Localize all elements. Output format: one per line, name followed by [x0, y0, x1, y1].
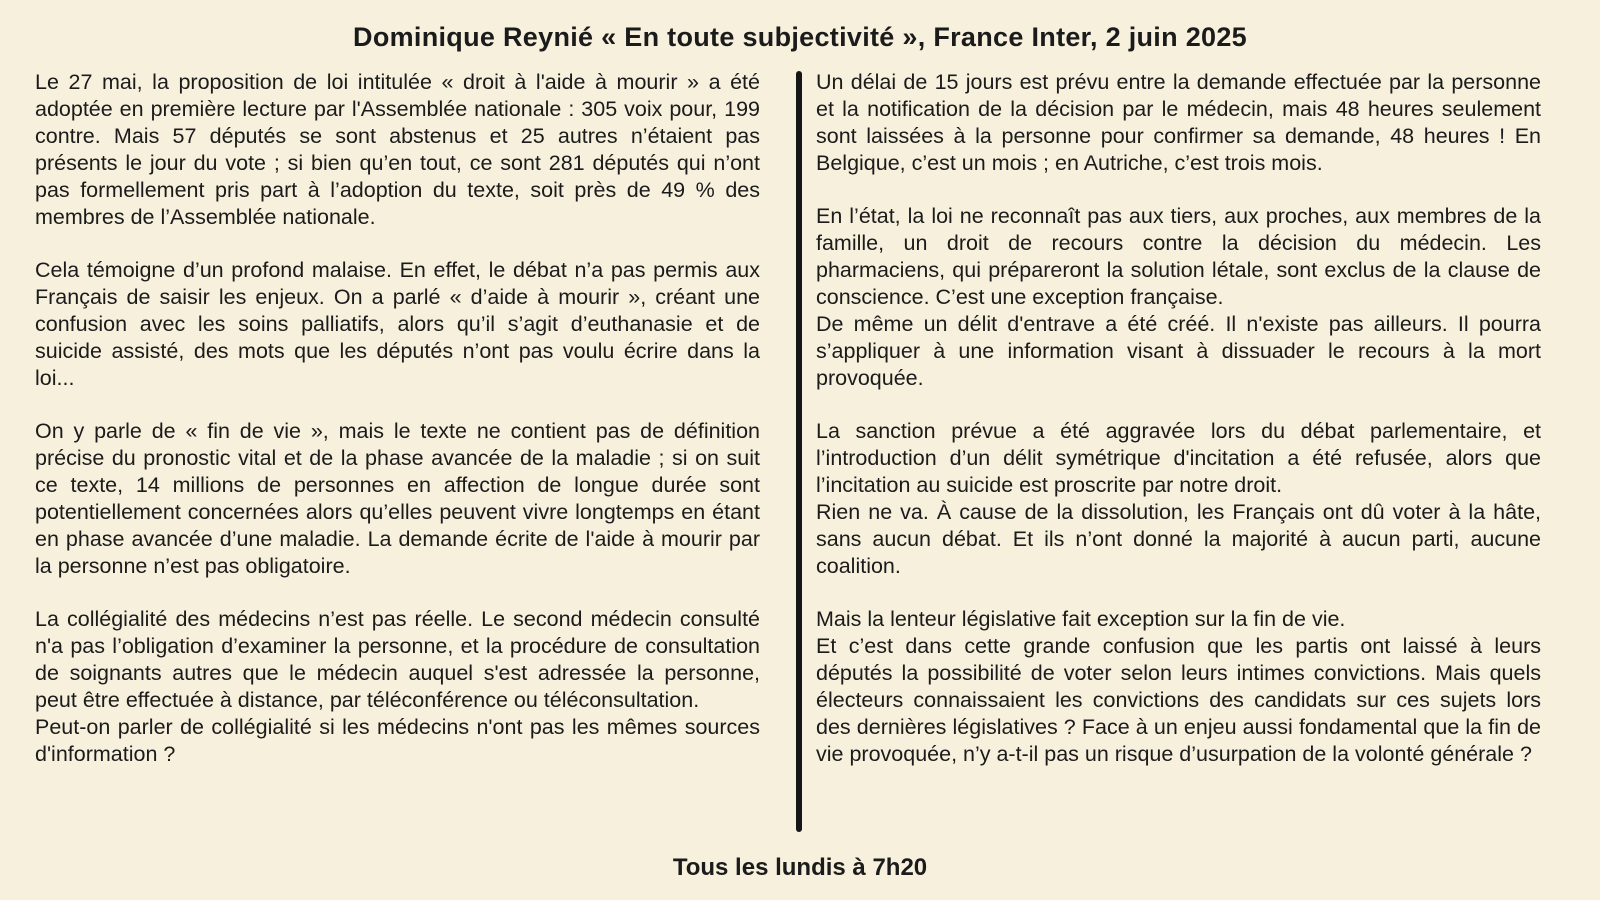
paragraph-block: [816, 418, 1541, 580]
paragraph-text: La sanction prévue a été aggravée lors du débat parlementaire, et l’introduction d’un délit symétrique d'incitation a été refusée, alors que l’incitation au suicide est proscrite par notre droit.: [816, 419, 1541, 497]
paragraph-text: De même un délit d'entrave a été créé. Il n'existe pas ailleurs. Il pourra s’appliquer à une information visant à dissuader le recours à la mort provoquée.: [816, 312, 1541, 390]
paragraph-text: La collégialité des médecins n’est pas réelle. Le second médecin consulté n'a pas l’obligation d’examiner la personne, et la procédure de consultation de soignants autres que le médecin auquel s'est adressée la personne, peut être effectuée à distance, par téléconférence ou téléconsultation.: [35, 607, 760, 712]
paragraph-text: Mais la lenteur législative fait exception sur la fin de vie.: [816, 607, 1346, 631]
paragraph-block: [816, 606, 1541, 768]
paragraph-block: [35, 418, 760, 580]
footer-schedule-note: Tous les lundis à 7h20: [672, 854, 928, 881]
paragraph-text: Le 27 mai, la proposition de loi intitulée « droit à l'aide à mourir » a été adoptée en première lecture par l'Assemblée nationale : 305 voix pour, 199 contre. Mais 57 députés se sont abstenus et 25 autres n’étaient pas présents le jour du vote ; si bien qu’en tout, ce sont 281 députés qui n’ont pas formellement pris part à l’adoption du texte, soit près de 49 % des membres de l’Assemblée nationale.: [35, 70, 760, 229]
paragraph-text: Peut-on parler de collégialité si les médecins n'ont pas les mêmes sources d'information ?: [35, 715, 760, 766]
left-column: [35, 69, 760, 848]
column-divider: [796, 71, 802, 832]
paragraph-block: [35, 606, 760, 768]
paragraph-text: Un délai de 15 jours est prévu entre la demande effectuée par la personne et la notification de la décision par le médecin, mais 48 heures seulement sont laissées à la personne pour confirmer sa demande, 48 heures ! En Belgique, c’est un mois ; en Autriche, c’est trois mois.: [816, 70, 1541, 175]
paragraph-block: [35, 69, 760, 231]
paragraph-text: En l’état, la loi ne reconnaît pas aux tiers, aux proches, aux membres de la famille, un droit de recours contre la décision du médecin. Les pharmaciens, qui prépareront la solution létale, sont exclus de la clause de conscience. C’est une exception française.: [816, 204, 1541, 309]
page-title: Dominique Reynié « En toute subjectivité », France Inter, 2 juin 2025: [353, 22, 1247, 52]
paragraph-text: On y parle de « fin de vie », mais le texte ne contient pas de définition précise du pronostic vital et de la phase avancée de la maladie ; si on suit ce texte, 14 millions de personnes en affection de longue durée sont potentiellement concernées alors qu’elles peuvent vivre longtemps en étant en phase avancée d’une maladie. La demande écrite de l'aide à mourir par la personne n’est pas obligatoire.: [35, 419, 760, 578]
paragraph-block: [816, 69, 1541, 177]
paragraph-text: Cela témoigne d’un profond malaise. En effet, le débat n’a pas permis aux Français de saisir les enjeux. On a parlé « d’aide à mourir », créant une confusion avec les soins palliatifs, alors qu’il s’agit d’euthanasie et de suicide assisté, des mots que les députés n’ont pas voulu écrire dans la loi...: [35, 258, 760, 390]
paragraph-block: [816, 203, 1541, 392]
two-column-layout: [0, 69, 1600, 848]
right-column: [816, 69, 1541, 848]
paragraph-block: [35, 257, 760, 392]
paragraph-text: Rien ne va. À cause de la dissolution, les Français ont dû voter à la hâte, sans aucun débat. Et ils n’ont donné la majorité à aucun parti, aucune coalition.: [816, 500, 1541, 578]
paragraph-text: Et c’est dans cette grande confusion que les partis ont laissé à leurs députés la possibilité de voter selon leurs intimes convictions. Mais quels électeurs connaissaient les convictions des candidats sur ces sujets lors des dernières législatives ? Face à un enjeu aussi fondamental que la fin de vie provoquée, n’y a-t-il pas un risque d’usurpation de la volonté générale ?: [816, 634, 1541, 766]
